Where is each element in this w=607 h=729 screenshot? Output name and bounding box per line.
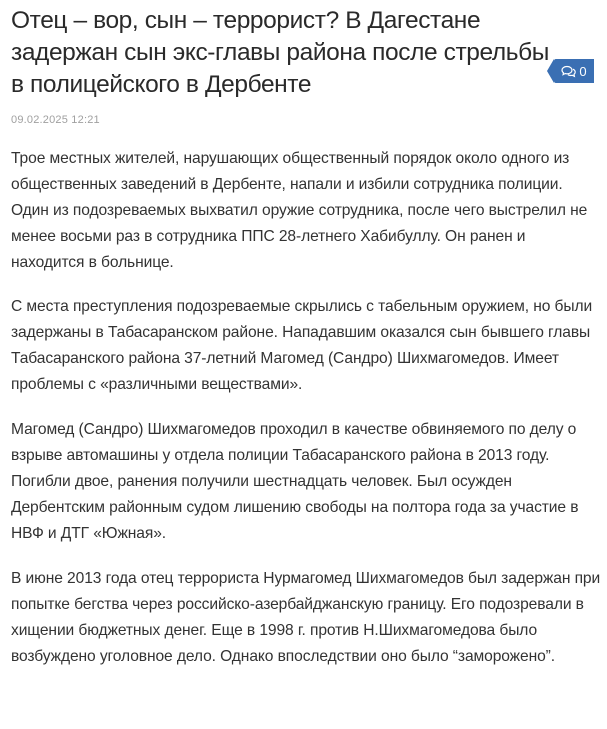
article-date: 09.02.2025 12:21 (11, 114, 100, 126)
article-paragraph-3: Магомед (Сандро) Шихмагомедов проходил в качестве обвиняемого по делу о взрыве автомашины у отдела полиции Табасаранского района в 2013 году. Погибли двое, ранения получили шестнадцать человек. Был осужден Дербентским районным судом лишению свободы на полтора года за участие в НВФ и ДТГ «Южная». (11, 421, 579, 542)
article-paragraph-1: Трое местных жителей, нарушающих общественный порядок около одного из общественных заведений в Дербенте, напали и избили сотрудника полиции. Один из подозреваемых выхватил оружие сотрудника, после чего выстрелил не менее восьми раз в сотрудника ППС 28-летнего Хабибуллу. Он ранен и находится в больнице. (11, 150, 588, 271)
article-paragraph-4: В июне 2013 года отец террориста Нурмагомед Шихмагомедов был задержан при попытке бегства через российско-азербайджанскую границу. Его подозревали в хищении бюджетных денег. Еще в 1998 г. против Н.Шихмагомедова было возбуждено уголовное дело. Однако впоследствии оно было “заморожено”. (11, 570, 601, 665)
comments-icon (561, 65, 576, 78)
comments-count: 0 (579, 63, 587, 79)
article-title: Отец – вор, сын – террорист? В Дагестане задержан сын экс-главы района после стрельбы в полицейского в Дербенте (11, 7, 550, 98)
article-paragraph-2: С места преступления подозреваемые скрылись с табельным оружием, но были задержаны в Табасаранском районе. Нападавшим оказался сын бывшего главы Табасаранского района 37-летний Магомед (Сандро) Шихмагомедов. Имеет проблемы с «различными веществами». (11, 298, 593, 393)
comments-count-button[interactable] (554, 59, 594, 83)
article (11, 0, 601, 670)
